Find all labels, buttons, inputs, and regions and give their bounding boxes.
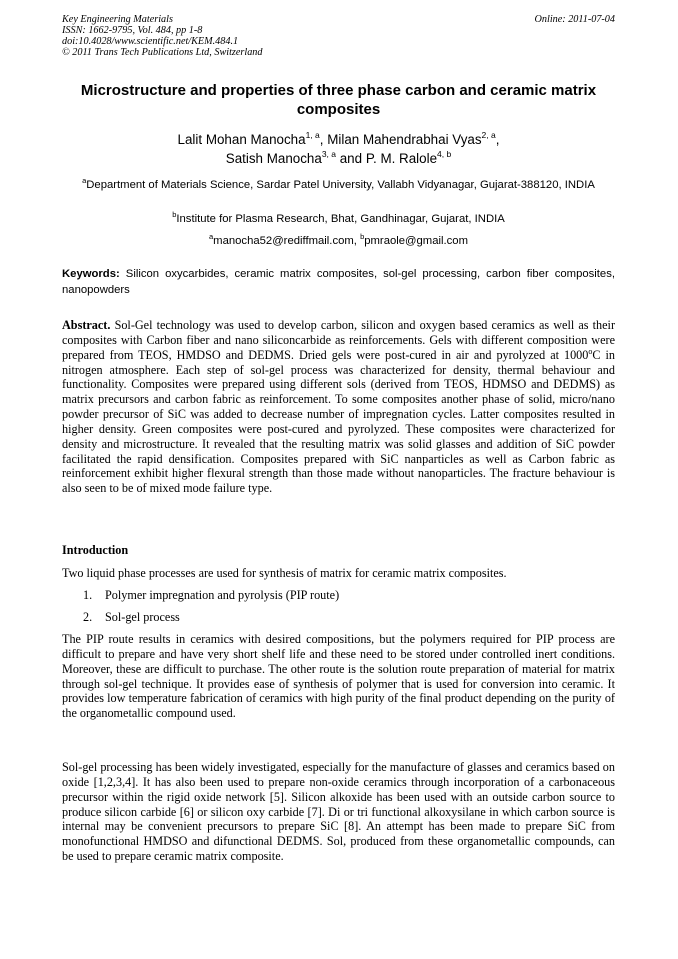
list-number: 1. bbox=[83, 588, 93, 602]
keywords-label: Keywords: bbox=[62, 268, 120, 280]
author-affiliation-mark: 1, a bbox=[305, 130, 320, 140]
abstract-block bbox=[62, 318, 615, 496]
author-affiliation-mark: 3, a bbox=[321, 148, 336, 159]
abstract-label: Abstract. bbox=[62, 318, 111, 332]
journal-name: Key Engineering Materials bbox=[62, 14, 173, 25]
list-item bbox=[83, 610, 180, 625]
doi-line: doi:10.4028/www.scientific.net/KEM.484.1 bbox=[62, 36, 239, 47]
intro-paragraph: Two liquid phase processes are used for synthesis of matrix for ceramic matrix composites. bbox=[62, 566, 507, 580]
keywords-text: Silicon oxycarbides, ceramic matrix composites, sol-gel processing, carbon fiber composites, nanopowders bbox=[62, 268, 615, 296]
author-affiliation-mark: 4, b bbox=[437, 148, 452, 159]
journal-header bbox=[62, 14, 262, 58]
intro-paragraph: Sol-gel processing has been widely investigated, especially for the manufacture of glasses and ceramics based on oxide [1,2,3,4]. It has also been used to prepare non-oxide ceramics through incorporation of a carbonaceous precursor within the rigid oxide network [5]. Silicon alkoxide has been used with an outside carbon source to produce silicon carbide [6] or silicon oxy carbide [7]. Di or tri functional alkoxysilane in which carbon source is internal may be convenient precursors to prepare SiC [8]. An attempt has been made to prepare SiC from monofunctional HMDSO and difunctional DEDMS. Sol, produced from these organometallic compounds, can be used to prepare ceramic matrix composite. bbox=[62, 760, 615, 864]
abstract-text: C in nitrogen atmosphere. Each step of sol-gel process was characterized for density, thermal behaviour and functionality. Composites were prepared using different sols (derived from TEOS, HDMSO and DEDMS) as matrix precursors and carbon fabric as reinforcement. To some composites another phase of solid, micro/nano powder precursor of SiC was added to decrease number of impregnation cycles. Latter composites resulted in higher density. Green composites were post-cured and pyrolyzed. These composites were characterized for density and microstructure. It revealed that the resulting matrix was solid glasses and addition of SiC powder facilitated the rapid densification. Composites prepared with SiC nanparticles as well as Carbon fabric as reinforcement exhibit higher flexural strength than those made without nanoparticles. The fracture behaviour is also seen to be of mixed mode failure type. bbox=[62, 347, 615, 496]
abstract-text: Sol-Gel technology was used to develop carbon, silicon and oxygen based ceramics as well as their composites with Carbon fiber and nano siliconcarbide as reinforcements. Gels with different composition were prepared from TEOS, HMDSO and DEDMS. Dried gels were post-cured in air and pyrolyzed at 1000 bbox=[62, 318, 616, 362]
issn-line: ISSN: 1662-9795, Vol. 484, pp 1-8 bbox=[62, 25, 203, 36]
affiliation-2 bbox=[62, 212, 615, 228]
author-name: P. M. Ralole bbox=[365, 150, 438, 166]
list-number: 2. bbox=[83, 610, 93, 624]
affiliation-mark: b bbox=[172, 210, 177, 219]
email-mark: b bbox=[360, 232, 365, 241]
intro-paragraph: The PIP route results in ceramics with desired compositions, but the polymers required for PIP process are difficult to prepare and have very short shelf life and these need to be stored under controlled inert conditions. Moreover, these are difficult to purchase. The other route is the solution route preparation of material for matrix through sol-gel technique. It provides ease of synthesis of polymer that is used for conversion into ceramic. It provides low temperature fabrication of ceramics with high purity of the final product depending on the purity of the organometallic compound used. bbox=[62, 632, 615, 721]
affiliation-text: Institute for Plasma Research, Bhat, Gandhinagar, Gujarat, INDIA bbox=[176, 213, 505, 225]
list-text: Sol-gel process bbox=[105, 610, 180, 624]
email-address[interactable]: manocha52@rediffmail.com, bbox=[213, 235, 357, 247]
author-name: Satish Manocha bbox=[225, 150, 322, 166]
author-name: Milan Mahendrabhai Vyas bbox=[327, 132, 482, 147]
author-conjunction: and bbox=[339, 150, 363, 166]
author-list: Lalit Mohan Manocha$^{1, a}$, Milan Mahendrabhai Vyas$^{2, a}$, Satish Manocha$^{3, a}$ and P. M. Ralole$^{4, b}$ bbox=[177, 130, 500, 166]
affiliation-1 bbox=[62, 178, 615, 194]
author-name: Lalit Mohan Manocha bbox=[177, 132, 306, 147]
author-affiliation-mark: 2, a bbox=[481, 130, 496, 140]
email-address[interactable]: pmraole@gmail.com bbox=[364, 235, 468, 247]
copyright-line: © 2011 Trans Tech Publications Ltd, Switzerland bbox=[62, 47, 263, 58]
degree-mark: o bbox=[588, 346, 593, 356]
email-mark: a bbox=[209, 232, 214, 241]
paper-title: Microstructure and properties of three phase carbon and ceramic matrix composites bbox=[80, 82, 597, 118]
online-date: Online: 2011-07-04 bbox=[534, 14, 615, 25]
affiliation-text: Department of Materials Science, Sardar Patel University, Vallabh Vidyanagar, Gujarat-388120, INDIA bbox=[86, 179, 595, 191]
email-line bbox=[62, 234, 615, 250]
affiliation-mark: a bbox=[82, 176, 87, 185]
list-text: Polymer impregnation and pyrolysis (PIP route) bbox=[105, 588, 340, 602]
keywords-block bbox=[62, 267, 615, 298]
list-item bbox=[83, 588, 339, 603]
section-heading-introduction: Introduction bbox=[62, 543, 129, 557]
